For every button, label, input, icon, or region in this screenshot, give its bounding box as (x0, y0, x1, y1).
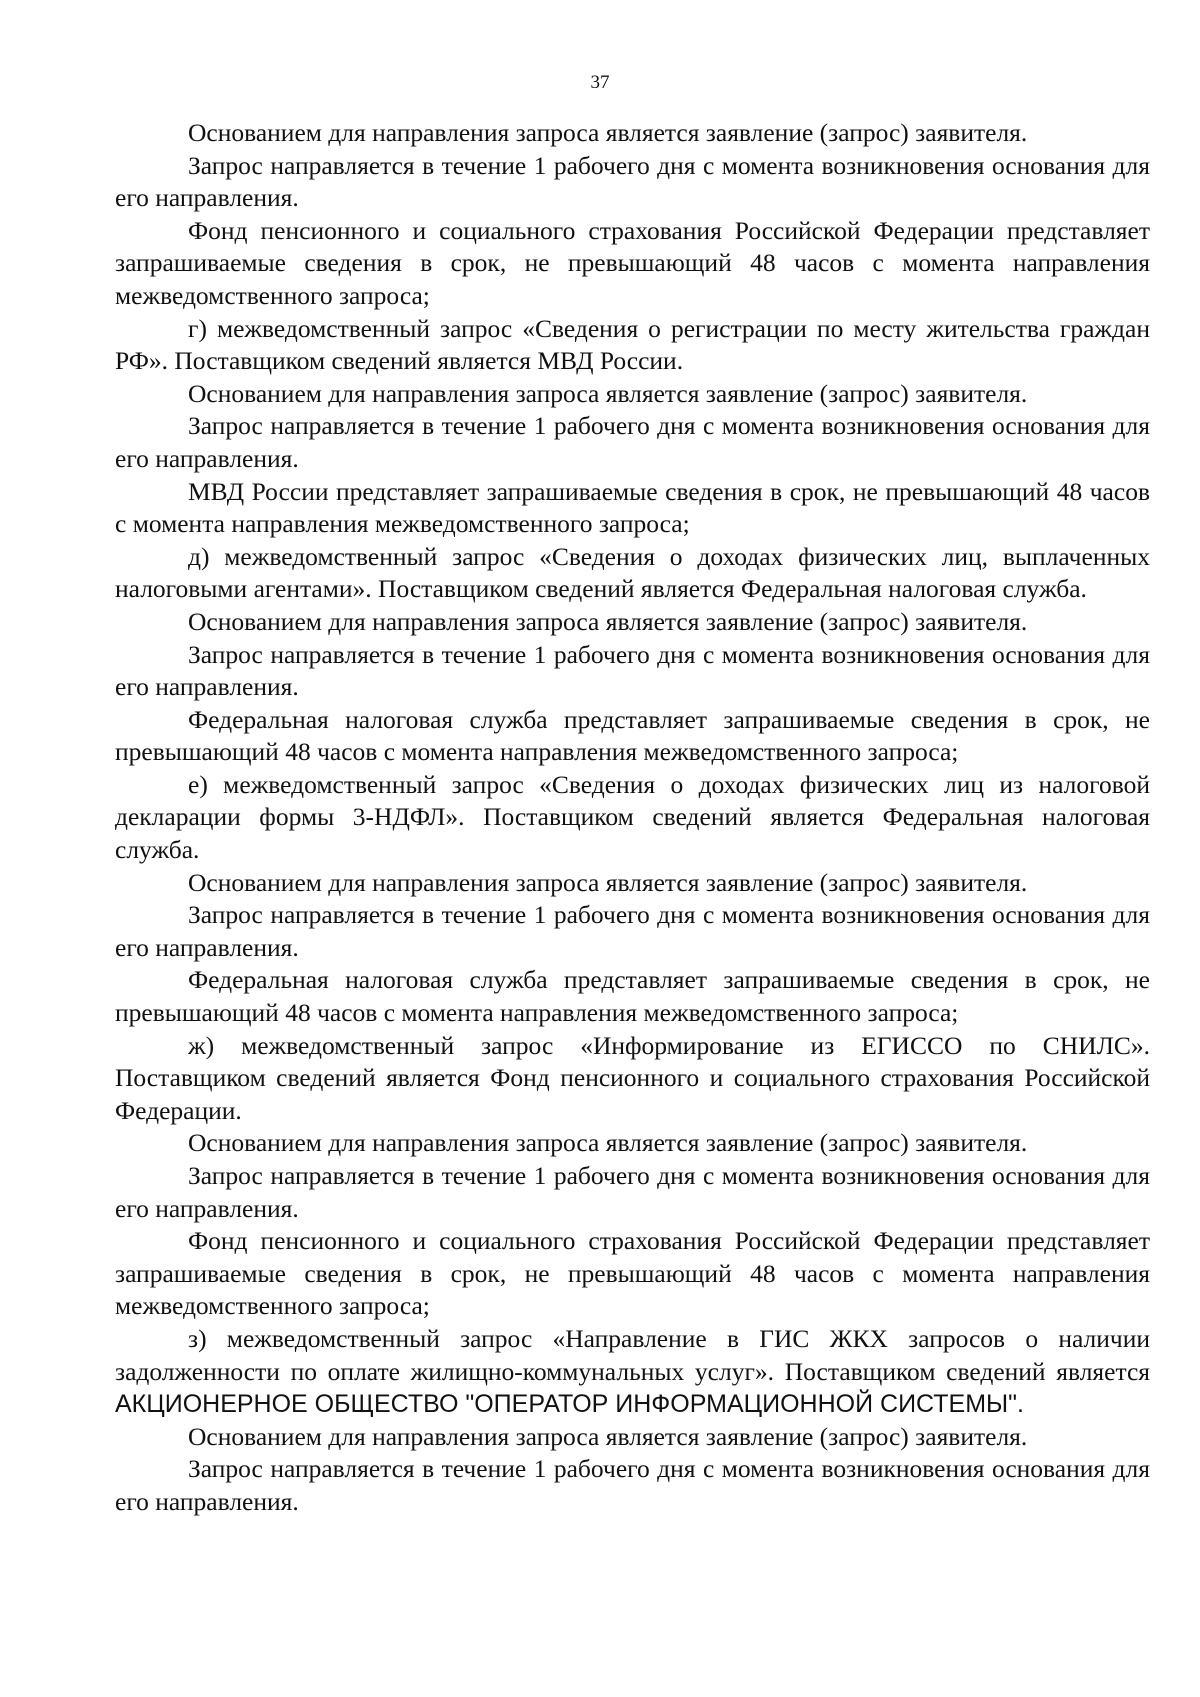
paragraph: д) межведомственный запрос «Сведения о доходах физических лиц, выплаченных налоговыми агентами». Поставщиком сведений является Федеральная налоговая служба. (115, 541, 1150, 604)
paragraph: ж) межведомственный запрос «Информирование из ЕГИССО по СНИЛС». Поставщиком сведений является Фонд пенсионного и социального страхования Российской Федерации. (115, 1030, 1150, 1125)
paragraph: Запрос направляется в течение 1 рабочего дня с момента возникновения основания для его направления. (115, 1454, 1150, 1516)
paragraph: Фонд пенсионного и социального страхования Российской Федерации представляет запрашиваемые сведения в срок, не превышающий 48 часов с момента направления межведомственного запроса; (115, 1226, 1150, 1321)
paragraph: Основанием для направления запроса является заявление (запрос) заявителя. (188, 118, 1028, 147)
document-body (115, 117, 1150, 1519)
supplier-name: АКЦИОНЕРНОЕ ОБЩЕСТВО "ОПЕРАТОР ИНФОРМАЦИОННОЙ СИСТЕМЫ". (115, 1390, 1024, 1419)
paragraph: МВД России представляет запрашиваемые сведения в срок, не превышающий 48 часов с момента направления межведомственного запроса; (115, 476, 1150, 539)
paragraph: Запрос направляется в течение 1 рабочего дня с момента возникновения основания для его направления. (115, 900, 1150, 962)
paragraph: Федеральная налоговая служба представляет запрашиваемые сведения в срок, не превышающий 48 часов с момента направления межведомственного запроса; (115, 704, 1150, 767)
paragraph: Запрос направляется в течение 1 рабочего дня с момента возникновения основания для его направления. (115, 411, 1150, 473)
paragraph: Основанием для направления запроса является заявление (запрос) заявителя. (188, 1421, 1028, 1451)
paragraph: Фонд пенсионного и социального страхования Российской Федерации представляет запрашиваемые сведения в срок, не превышающий 48 часов с момента направления межведомственного запроса; (115, 215, 1150, 310)
paragraph: Основанием для направления запроса является заявление (запрос) заявителя. (188, 1128, 1028, 1158)
paragraph: е) межведомственный запрос «Сведения о доходах физических лиц из налоговой декларации формы 3-НДФЛ». Поставщиком сведений является Федеральная налоговая служба. (115, 769, 1150, 865)
paragraph: Основанием для направления запроса является заявление (запрос) заявителя. (188, 606, 1028, 636)
paragraph: Основанием для направления запроса является заявление (запрос) заявителя. (188, 867, 1028, 897)
paragraph: Федеральная налоговая служба представляет запрашиваемые сведения в срок, не превышающий 48 часов с момента направления межведомственного запроса; (115, 965, 1150, 1028)
paragraph: г) межведомственный запрос «Сведения о регистрации по месту жительства граждан РФ». Поставщиком сведений является МВД России. (115, 313, 1150, 376)
paragraph: Запрос направляется в течение 1 рабочего дня с момента возникновения основания для его направления. (115, 1161, 1150, 1223)
paragraph-text: з) межведомственный запрос «Направление в ГИС ЖКХ запросов о наличии задолженности по оплате жилищно-коммунальных услуг». Поставщиком сведений является (115, 1323, 1150, 1386)
paragraph: Запрос направляется в течение 1 рабочего дня с момента возникновения основания для его направления. (115, 639, 1150, 702)
paragraph: Запрос направляется в течение 1 рабочего дня с момента возникновения основания для его направления. (115, 150, 1150, 213)
page-number: 37 (590, 72, 610, 93)
paragraph-supplier (115, 1323, 1150, 1421)
paragraph: Основанием для направления запроса является заявление (запрос) заявителя. (188, 378, 1028, 408)
